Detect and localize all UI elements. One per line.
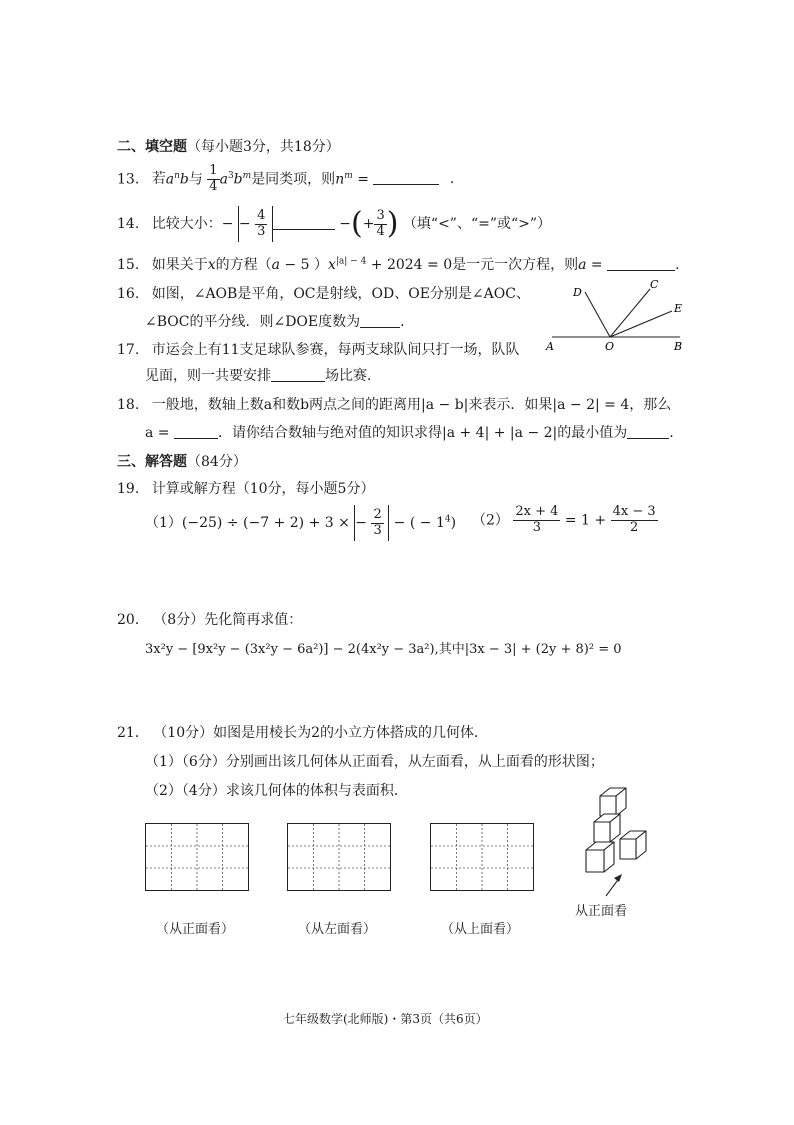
section3-title: 三、解答题 bbox=[117, 454, 187, 470]
q14-number: 14. bbox=[117, 216, 140, 232]
q13-mid: 与 bbox=[188, 171, 203, 188]
section2-title: 二、填空题 bbox=[117, 139, 187, 155]
q13-frac-den: 4 bbox=[209, 178, 218, 194]
q19-p2-eq: = 1 + bbox=[564, 512, 607, 529]
q13-var-a2: a bbox=[219, 171, 228, 188]
q19-part2 bbox=[472, 505, 658, 536]
q14-plus: + bbox=[362, 216, 375, 232]
arrow-head bbox=[614, 874, 622, 882]
q18-number: 18. bbox=[117, 397, 140, 413]
question-18-line2 bbox=[145, 422, 674, 442]
q19-p1-expr-a: (−25) ÷ (−7 + 2) + 3 × bbox=[181, 515, 350, 531]
q15-number: 15. bbox=[117, 257, 140, 273]
q19-p2-left-fraction bbox=[513, 505, 560, 536]
q19-number: 19. bbox=[117, 481, 140, 497]
q13-exp-3: 3 bbox=[227, 170, 234, 181]
q15-var-a: a bbox=[271, 257, 280, 273]
q21-number: 21． bbox=[117, 725, 149, 741]
q13-exp-n: n bbox=[174, 170, 180, 181]
q13-frac-num: 1 bbox=[209, 163, 218, 178]
q14-f2-den: 4 bbox=[376, 223, 385, 239]
q19-p1-expr-c: ) bbox=[450, 515, 457, 531]
question-19 bbox=[117, 478, 374, 498]
q19-part1 bbox=[145, 505, 456, 541]
q18-line1-text: 一般地，数轴上数a和数b两点之间的距离用|a − b|来表示．如果|a − 2| = 4，那么 bbox=[151, 397, 672, 413]
label-E: E bbox=[674, 302, 683, 315]
q13-var-a: a bbox=[165, 171, 175, 188]
question-17-line2 bbox=[145, 365, 381, 385]
question-21 bbox=[117, 722, 488, 742]
angle-figure bbox=[540, 274, 690, 354]
q19-p2-rn: 4x − 3 bbox=[612, 504, 656, 519]
q15-var-x: x bbox=[207, 257, 216, 273]
page-footer: 七年级数学(北师版)・第3页（共6页） bbox=[283, 1012, 488, 1026]
section3-header bbox=[117, 451, 247, 471]
q13-var-b2: b bbox=[233, 171, 243, 188]
grid-lines bbox=[288, 824, 390, 890]
label-A: A bbox=[546, 340, 554, 353]
front-view-grid[interactable] bbox=[145, 823, 249, 891]
q14-minus-inner: − bbox=[238, 216, 251, 232]
q13-pre: 若 bbox=[151, 171, 166, 188]
q16-number: 16. bbox=[117, 286, 140, 302]
left-view-grid[interactable] bbox=[287, 823, 391, 891]
q19-p2-ln: 2x + 4 bbox=[515, 504, 559, 519]
q17-answer-blank[interactable] bbox=[271, 367, 325, 382]
q21-p2-text: （2）（4分）求该几何体的体积与表面积． bbox=[145, 783, 408, 799]
section2-header bbox=[117, 136, 340, 156]
q19-p2-label: （2） bbox=[472, 512, 509, 529]
q16-line1-text: 如图，∠AOB是平角，OC是射线，OD、OE分别是∠AOC、 bbox=[151, 286, 530, 302]
q21-part1 bbox=[145, 751, 604, 771]
q16-line2-text: ∠BOC的平分线．则∠DOE度数为 bbox=[145, 314, 361, 330]
q13-end: . bbox=[449, 171, 455, 188]
caption-front: （从正面看） bbox=[156, 922, 235, 937]
q21-p1-text: （1）（6分）分别画出该几何体从正面看，从左面看，从上面看的形状图； bbox=[145, 754, 604, 770]
q13-var-b: b bbox=[179, 171, 189, 188]
ray-OD bbox=[585, 292, 610, 337]
q14-note: （填“<”、“=”或“>”） bbox=[402, 216, 552, 232]
arrow-label: 从正面看 bbox=[575, 904, 628, 919]
q19-p1-fraction bbox=[371, 508, 383, 539]
q14-pre: 比较大小：− bbox=[151, 216, 234, 232]
q14-paren-open: ( bbox=[351, 206, 363, 241]
q14-minus-outer: − bbox=[339, 216, 352, 232]
section2-note: （每小题3分，共18分） bbox=[187, 139, 340, 155]
q20-expression bbox=[145, 638, 622, 657]
q17-line1-text: 市运会上有11支足球队参赛，每两支球队间只打一场，队队 bbox=[151, 342, 520, 358]
caption-left: （从左面看） bbox=[298, 922, 377, 937]
q14-fraction-2 bbox=[374, 209, 386, 240]
q19-p1-num: 2 bbox=[373, 506, 382, 522]
q13-exp-mm: m bbox=[344, 170, 353, 181]
q16-end: . bbox=[400, 314, 405, 330]
q19-p1-minus: − bbox=[355, 515, 368, 531]
grid-lines bbox=[431, 824, 533, 890]
q15-text1: 如果关于 bbox=[151, 257, 208, 273]
q15-text2: 的方程（ bbox=[215, 257, 272, 273]
q14-fraction-1 bbox=[255, 209, 267, 240]
q17-line2b: 场比赛． bbox=[325, 368, 381, 384]
q19-p1-label: （1） bbox=[145, 515, 182, 531]
q19-p2-rd: 2 bbox=[629, 519, 639, 535]
q18-answer-blank-1[interactable] bbox=[174, 424, 218, 439]
q16-answer-blank[interactable] bbox=[360, 313, 400, 328]
caption-top: （从上面看） bbox=[441, 922, 520, 937]
q19-p2-ld: 3 bbox=[532, 519, 542, 535]
question-16-line2 bbox=[145, 311, 405, 331]
question-17-line1 bbox=[117, 339, 520, 359]
q14-answer-blank[interactable] bbox=[273, 215, 335, 230]
top-view-grid[interactable] bbox=[430, 823, 534, 891]
q21-title: （10分）如图是用棱长为2的小立方体搭成的几何体． bbox=[153, 725, 489, 741]
q15-text4: + 2024 = 0是一元一次方程，则 bbox=[366, 257, 579, 273]
question-14 bbox=[117, 206, 551, 242]
q17-line2a: 见面，则一共要安排 bbox=[145, 368, 271, 384]
q19-p1-expr-b: − ( − 1 bbox=[393, 515, 445, 531]
q18-answer-blank-2[interactable] bbox=[627, 424, 669, 439]
q19-title: 计算或解方程（10分，每小题5分） bbox=[151, 481, 375, 497]
q14-paren-close: ) bbox=[386, 206, 399, 241]
question-13 bbox=[117, 164, 454, 195]
q15-exponent: |a| − 4 bbox=[335, 256, 367, 267]
q14-f1-num: 4 bbox=[257, 207, 266, 223]
label-O: O bbox=[605, 340, 615, 353]
q15-end: . bbox=[675, 257, 680, 273]
q20-number: 20． bbox=[117, 612, 149, 628]
q13-answer-blank[interactable] bbox=[373, 170, 439, 185]
q19-p1-exp: 4 bbox=[444, 514, 451, 525]
question-15 bbox=[117, 254, 680, 274]
q15-eq: = bbox=[586, 257, 603, 273]
q15-var-x2: x bbox=[327, 257, 336, 273]
q20-title: （8分）先化简再求值： bbox=[153, 612, 303, 628]
q15-var-a2: a bbox=[578, 257, 587, 273]
label-D: D bbox=[573, 286, 582, 299]
cube-figure bbox=[578, 784, 668, 904]
q13-exp-m: m bbox=[242, 170, 252, 181]
q13-eq: = bbox=[352, 171, 369, 188]
q17-number: 17. bbox=[117, 342, 140, 358]
label-B: B bbox=[674, 340, 683, 353]
q18-end: . bbox=[669, 425, 674, 441]
question-16-line1 bbox=[117, 283, 530, 303]
q14-f1-den: 3 bbox=[257, 223, 266, 239]
q13-var-n: n bbox=[335, 171, 345, 188]
ray-OE bbox=[610, 311, 672, 337]
q19-p2-right-fraction bbox=[611, 505, 658, 536]
question-18-line1 bbox=[117, 394, 671, 414]
q15-answer-blank[interactable] bbox=[607, 256, 675, 271]
q18-line2a: a = bbox=[145, 425, 170, 441]
q19-p1-den: 3 bbox=[373, 522, 382, 538]
question-20 bbox=[117, 609, 302, 629]
q13-fraction bbox=[207, 164, 219, 195]
label-C: C bbox=[650, 278, 659, 291]
grid-lines bbox=[146, 824, 248, 890]
q19-abs-right bbox=[388, 505, 389, 541]
q18-line2b: ．请你结合数轴与绝对值的知识求得|a + 4| + |a − 2|的最小值为 bbox=[217, 425, 628, 441]
q20-expr-text: 3x²y − [9x²y − (3x²y − 6a²)] − 2(4x²y − 3a²),其中|3x − 3| + (2y + 8)² = 0 bbox=[145, 642, 622, 657]
ray-OC bbox=[610, 289, 650, 337]
q15-text3: − 5 ） bbox=[279, 257, 328, 273]
q21-part2 bbox=[145, 780, 408, 800]
section3-note: （84分） bbox=[187, 454, 247, 470]
q13-post: 是同类项，则 bbox=[251, 171, 336, 188]
q14-f2-num: 3 bbox=[376, 207, 385, 223]
q13-number: 13. bbox=[117, 171, 140, 188]
